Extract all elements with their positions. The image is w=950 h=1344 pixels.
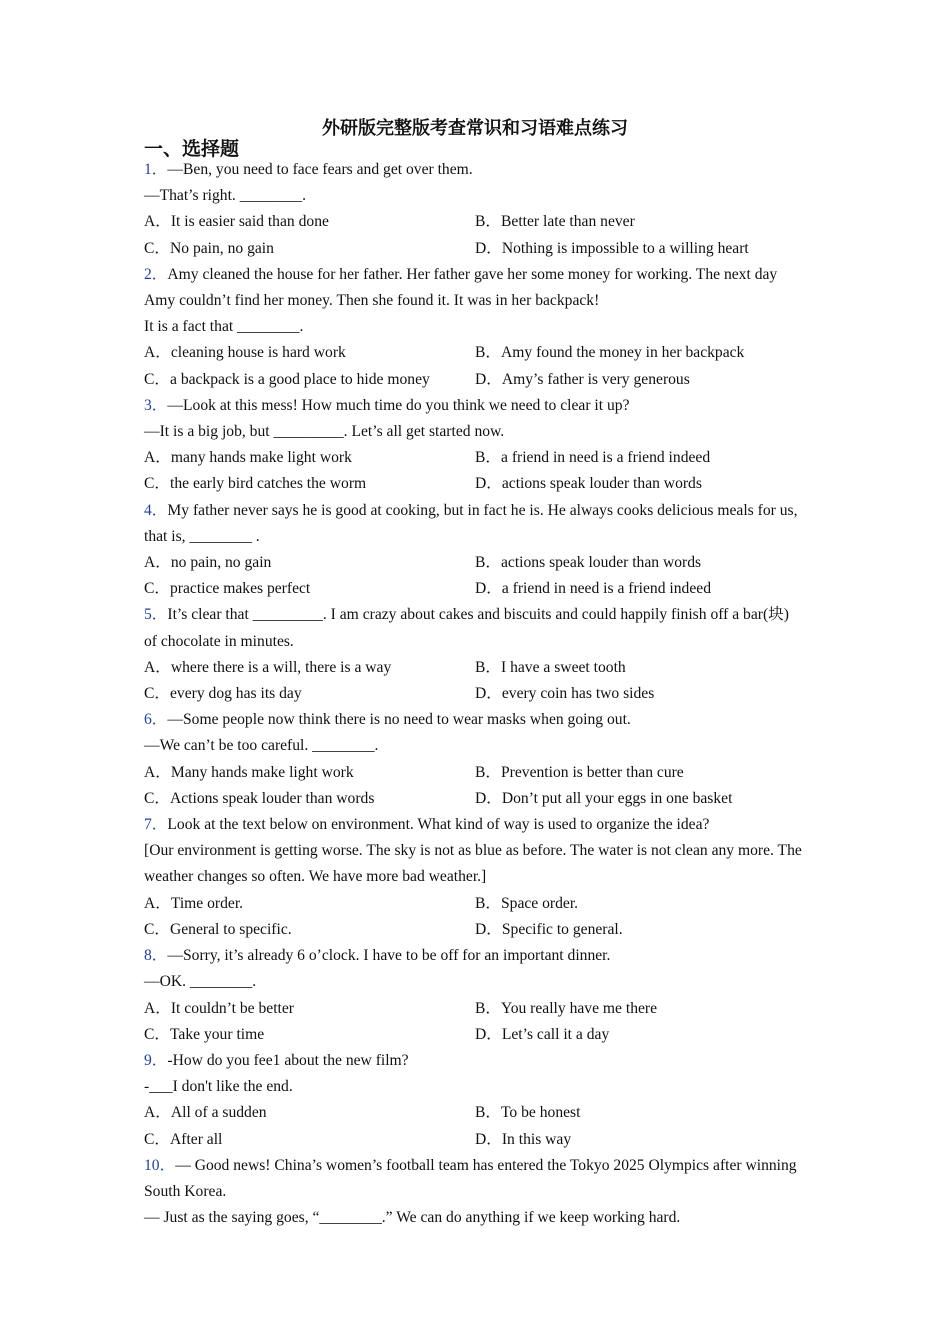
question-stem: [144, 602, 804, 654]
question-text: It’s clear that _________. I am crazy about cakes and biscuits and could happily finish off a bar(块) of chocolate in minutes.: [144, 606, 789, 650]
question-number: 3．: [144, 396, 168, 414]
question-stem: [144, 262, 804, 314]
option-d: D．every coin has two sides: [475, 685, 655, 703]
option-a: A．no pain, no gain: [144, 554, 272, 572]
question-stem: [144, 812, 804, 838]
question-list: [144, 157, 804, 1231]
question-text: Amy cleaned the house for her father. Her father gave her some money for working. The next day Amy couldn’t find her money. Then she found it. It was in her backpack!: [144, 265, 778, 310]
option-a: A．It couldn’t be better: [144, 999, 294, 1017]
question-stem: [144, 1153, 804, 1205]
option-b: B．actions speak louder than words: [475, 554, 702, 572]
question-number: 6．: [144, 711, 168, 729]
question-7: [144, 812, 804, 943]
question-number: 1．: [144, 161, 168, 178]
answer-options: [144, 340, 804, 392]
question-4: [144, 498, 804, 603]
question-passage: [Our environment is getting worse. The sky is not as blue as before. The water is not clean any more. The weather changes so often. We have more bad weather.]: [144, 842, 802, 886]
question-2: [144, 262, 804, 393]
option-d: D．Nothing is impossible to a willing heart: [475, 239, 749, 257]
question-text: —We can’t be too careful. ________.: [144, 737, 379, 755]
question-8: [144, 943, 804, 1048]
question-number: 2．: [144, 265, 168, 283]
option-b: B．I have a sweet tooth: [475, 658, 626, 676]
option-c: C．No pain, no gain: [144, 239, 274, 257]
option-c: C．Take your time: [144, 1025, 265, 1043]
option-c: C．a backpack is a good place to hide money: [144, 370, 430, 388]
answer-options: [144, 655, 804, 707]
question-text: -___I don't like the end.: [144, 1078, 293, 1096]
page-title: 外研版完整版考查常识和习语难点练习: [322, 118, 628, 138]
option-c: C．practice makes perfect: [144, 580, 311, 598]
option-b: B．Prevention is better than cure: [475, 763, 684, 781]
answer-options: [144, 891, 804, 943]
option-d: D．Let’s call it a day: [475, 1025, 610, 1043]
option-a: A．many hands make light work: [144, 449, 352, 467]
option-a: A．Many hands make light work: [144, 763, 354, 781]
option-a: A．cleaning house is hard work: [144, 344, 346, 362]
answer-options: [144, 445, 804, 497]
option-a: A．All of a sudden: [144, 1104, 267, 1122]
question-number: 9．: [144, 1051, 168, 1069]
question-stem: [144, 707, 804, 733]
question-text: —Some people now think there is no need to wear masks when going out.: [167, 711, 631, 729]
section-heading: 一、选择题: [144, 139, 240, 160]
question-number: 10．: [144, 1156, 176, 1174]
question-text: —That’s right. ________.: [144, 187, 306, 205]
answer-options: [144, 996, 804, 1048]
question-1: [144, 157, 804, 262]
option-d: D．Specific to general.: [475, 920, 623, 938]
option-b: B．You really have me there: [475, 999, 658, 1017]
question-5: [144, 602, 804, 707]
question-9: [144, 1048, 804, 1153]
option-d: D．a friend in need is a friend indeed: [475, 580, 711, 598]
option-a: A．It is easier said than done: [144, 213, 329, 231]
question-text: Look at the text below on environment. What kind of way is used to organize the idea?: [167, 816, 710, 834]
question-text: —Look at this mess! How much time do you think we need to clear it up?: [167, 396, 630, 414]
option-b: B．Better late than never: [475, 213, 635, 231]
answer-options: [144, 1100, 804, 1152]
option-c: C．General to specific.: [144, 920, 292, 938]
question-text: — Good news! China’s women’s football team has entered the Tokyo 2025 Olympics after winning South Korea.: [144, 1156, 797, 1200]
question-number: 5．: [144, 606, 168, 624]
question-text: It is a fact that ________.: [144, 318, 304, 336]
question-number: 8．: [144, 947, 168, 965]
option-d: D．Amy’s father is very generous: [475, 370, 690, 388]
question-stem: [144, 1048, 804, 1074]
answer-options: [144, 760, 804, 812]
question-text: —OK. ________.: [144, 973, 257, 991]
option-c: C．After all: [144, 1130, 223, 1148]
option-a: A．Time order.: [144, 894, 244, 912]
question-stem: [144, 393, 804, 419]
option-b: B．a friend in need is a friend indeed: [475, 449, 711, 467]
question-6: [144, 707, 804, 812]
question-stem: [144, 943, 804, 969]
option-b: B．To be honest: [475, 1104, 581, 1122]
option-c: C．every dog has its day: [144, 685, 302, 703]
option-c: C．the early bird catches the worm: [144, 475, 367, 493]
question-3: [144, 393, 804, 498]
question-number: 4．: [144, 501, 168, 519]
question-text: —It is a big job, but _________. Let’s all get started now.: [144, 423, 505, 441]
option-c: C．Actions speak louder than words: [144, 789, 375, 807]
question-text: —Ben, you need to face fears and get over them.: [167, 161, 473, 178]
option-b: B．Space order.: [475, 894, 579, 912]
option-d: D．Don’t put all your eggs in one basket: [475, 789, 733, 807]
option-b: B．Amy found the money in her backpack: [475, 344, 745, 362]
question-10: [144, 1153, 804, 1232]
answer-options: [144, 550, 804, 602]
answer-options: [144, 209, 804, 261]
option-d: D．In this way: [475, 1130, 572, 1148]
question-text: —Sorry, it’s already 6 o’clock. I have to be off for an important dinner.: [167, 947, 611, 965]
question-number: 7．: [144, 816, 168, 834]
question-text: -How do you fee1 about the new film?: [167, 1051, 409, 1069]
question-stem: [144, 157, 804, 183]
question-stem: [144, 498, 804, 550]
question-text: My father never says he is good at cooking, but in fact he is. He always cooks delicious meals for us, that is, ________ .: [144, 501, 798, 545]
option-a: A．where there is a will, there is a way: [144, 658, 392, 676]
question-text: — Just as the saying goes, “________.” We can do anything if we keep working hard.: [144, 1209, 681, 1227]
option-d: D．actions speak louder than words: [475, 475, 702, 493]
